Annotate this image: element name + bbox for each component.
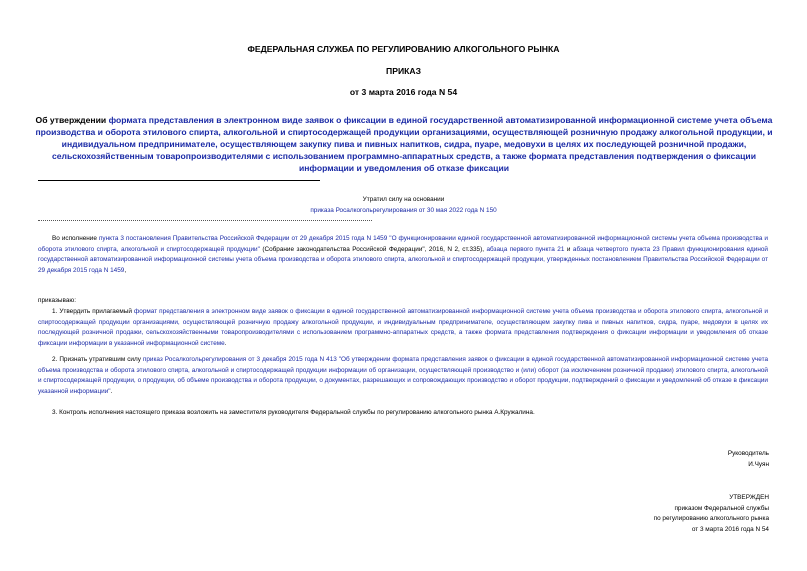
preamble-text-2: (Собрание законодательства Российской Федерации", 2016, N 2, ст.335),: [259, 245, 487, 253]
order-item-2: [38, 355, 768, 397]
title-divider: [38, 180, 320, 181]
preamble-text-3: и: [564, 245, 573, 253]
item-1-text: 1. Утвердить прилагаемый: [52, 308, 135, 315]
agency-name: ФЕДЕРАЛЬНАЯ СЛУЖБА ПО РЕГУЛИРОВАНИЮ АЛКОГОЛЬНОГО РЫНКА: [247, 44, 560, 54]
void-notice-divider: [38, 220, 372, 221]
approval-line-4: от 3 марта 2016 года N 54: [691, 525, 769, 533]
approval-line-3: по регулированию алкогольного рынка: [653, 515, 769, 522]
title-prefix: Об утверждении: [35, 115, 109, 125]
preamble-text-4: ,: [124, 266, 127, 274]
preamble-link-clause-23[interactable]: абзаца четвертого пункта 23 Правил функционирования единой государственной автоматизированной информационной системы учета объема производства и оборота этилового спирта, алкогольной и спиртосодержащей продукции, утвержденных постановлением Правительства Российской Федерации от 29 декабря 2015 года N 1459: [38, 245, 768, 274]
orders-word: приказываю:: [38, 297, 76, 304]
void-notice-link[interactable]: приказа Росалкогольрегулирования от 30 мая 2022 года N 150: [310, 207, 497, 214]
preamble-link-decree[interactable]: пункта 3 постановления Правительства Российской Федерации от 29 декабря 2015 года N 1459 "О функционировании единой государственной автоматизированной информационной системы учета объема производства и оборота этилового спирта, алкогольной и спиртосодержащей продукции": [38, 235, 768, 253]
preamble-link-clause-21[interactable]: абзаца первого пункта 21: [486, 245, 565, 253]
item-1-format-link[interactable]: формат представления в электронном виде заявок о фиксации в единой государственной автоматизированной информационной системе учета объема производства и оборота этилового спирта, алкогольной и спиртосодержащей продукции организациями, осуществляющей розничную продажу алкогольной продукции, и индивидуальным предпринимателе, осуществляющем закупку пива и пивных напитков, сидра, пуаре, медовухи в целях их последующей розничной продажи, сельскохозяйственными товаропроизводителями с использованием программно-аппаратных средств, а также формата представления подтверждения о фиксации информации и уведомления об отказе фиксации информации в указанной информационной системе: [38, 308, 768, 347]
item-1-end: .: [224, 339, 227, 347]
approval-block: [654, 493, 769, 535]
order-item-3: 3. Контроль исполнения настоящего приказа возложить на заместителя руководителя Федеральной службы по регулированию алкогольного рынка А.Кружалина.: [52, 409, 535, 416]
void-notice-text: Утратил силу на основании: [362, 196, 445, 203]
order-item-1: [38, 307, 768, 349]
signature-name: И.Чуян: [748, 460, 769, 468]
signature-block: [728, 449, 769, 470]
item-2-text: 2. Признать утратившим силу: [52, 356, 143, 363]
title-format-link[interactable]: формата представления в электронном виде заявок о фиксации в единой государственной автоматизированной информационной системе учета объема производства и оборота этилового спирта, алкогольной и спиртосодержащей продукции организациями, осуществляющей розничную продажу алкогольной продукции, и индивидуальном предпринимателе, осуществляющем закупку пива и пивных напитков, сидра, пуаре, медовухи в целях их последующей розничной продажи, сельскохозяйственным товаропроизводителями с использованием программно-аппаратных средств, а также формата представления подтверждения о фиксации информации и уведомления об отказе фиксации: [35, 115, 773, 174]
item-2-end: .: [110, 387, 113, 395]
approval-line-2: приказом Федеральной службы: [674, 504, 769, 512]
document-type: ПРИКАЗ: [386, 66, 421, 76]
signature-position: Руководитель: [727, 450, 769, 457]
preamble-paragraph: [38, 234, 768, 276]
item-2-order-link[interactable]: приказ Росалкогольрегулирования от 3 декабря 2015 года N 413 "Об утверждении формата представления заявок о фиксации в единой государственной автоматизированной информационной системе учета объема производства и оборота этилового спирта, алкогольной и спиртосодержащей продукции информации об организации, осуществляющей производство и (или) оборот (за исключением розничной продажи) этилового спирта, алкогольной и спиртосодержащей продукции, о продукции, об объеме производства и оборота продукции, о документах, разрешающих и сопровождающих производство и оборот продукции, подтверждений о фиксации и уведомлений об отказе в фиксации указанной информации": [38, 356, 768, 395]
approval-heading: УТВЕРЖДЕН: [729, 494, 769, 501]
document-title: [34, 114, 774, 174]
document-date-number: от 3 марта 2016 года N 54: [349, 87, 458, 97]
preamble-text-1: Во исполнение: [52, 235, 99, 242]
